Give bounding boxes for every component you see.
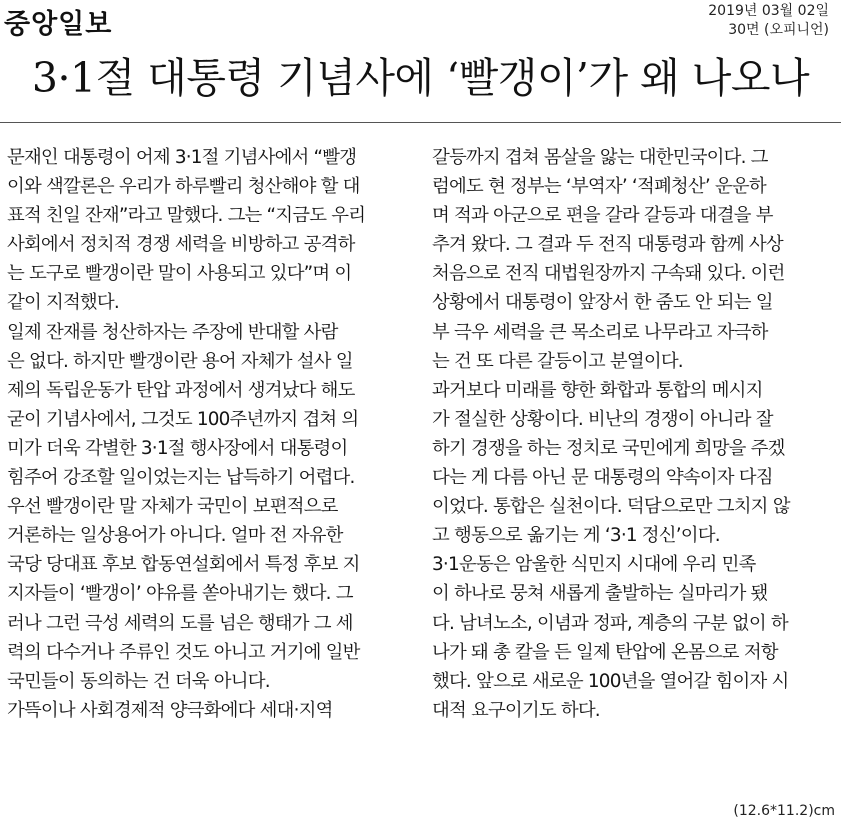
text-line: 는 건 또 다른 갈등이고 분열이다.	[432, 350, 683, 372]
text-line: 같이 지적했다.	[7, 292, 119, 314]
text-line: 국민들이 동의하는 건 더욱 아니다.	[7, 670, 270, 692]
text-line: 했다. 앞으로 새로운 100년을 열어갈 힘이자 시	[432, 670, 789, 692]
text-line: 미가 더욱 각별한 3·1절 행사장에서 대통령이	[7, 437, 348, 459]
article-column-right	[432, 143, 838, 725]
text-line: 이 하나로 뭉쳐 새롭게 출발하는 실마리가 됐	[432, 583, 768, 605]
article-headline: 3·1절 대통령 기념사에 ‘빨갱이’가 왜 나오나	[31, 54, 810, 102]
text-line: 처음으로 전직 대법원장까지 구속돼 있다. 이런	[432, 263, 785, 285]
text-line: 힘주어 강조할 일이었는지는 납득하기 어렵다.	[7, 467, 355, 489]
text-line: 사회에서 정치적 경쟁 세력을 비방하고 공격하	[7, 234, 355, 256]
text-line: 대적 요구이기도 하다.	[432, 699, 600, 721]
text-line: 우선 빨갱이란 말 자체가 국민이 보편적으로	[7, 496, 338, 518]
text-line: 이와 색깔론은 우리가 하루빨리 청산해야 할 대	[7, 176, 360, 198]
text-line: 표적 친일 잔재”라고 말했다. 그는 “지금도 우리	[7, 205, 366, 227]
text-line: 부 극우 세력을 큰 목소리로 나무라고 자극하	[432, 321, 768, 343]
text-line: 은 없다. 하지만 빨갱이란 용어 자체가 설사 일	[7, 350, 353, 372]
text-line: 제의 독립운동가 탄압 과정에서 생겨났다 해도	[7, 379, 355, 401]
text-line: 며 적과 아군으로 편을 갈라 갈등과 대결을 부	[432, 205, 773, 227]
text-line: 일제 잔재를 청산하자는 주장에 반대할 사람	[7, 321, 338, 343]
text-line: 러나 그런 극성 세력의 도를 넘은 행태가 그 세	[7, 612, 353, 634]
newspaper-masthead: 중앙일보	[4, 9, 113, 40]
text-line: 갈등까지 겹쳐 몸살을 앓는 대한민국이다. 그	[432, 147, 768, 168]
text-line: 가 절실한 상황이다. 비난의 경쟁이 아니라 잘	[432, 408, 773, 430]
text-line: 하기 경쟁을 하는 정치로 국민에게 희망을 주겠	[432, 437, 785, 459]
text-line: 다. 남녀노소, 이념과 정파, 계층의 구분 없이 하	[432, 612, 788, 634]
text-line: 상황에서 대통령이 앞장서 한 줌도 안 되는 일	[432, 292, 773, 314]
text-line: 력의 다수거나 주류인 것도 아니고 거기에 일반	[7, 641, 360, 663]
page-section: 30면 (오피니언)	[728, 22, 829, 38]
text-line: 이었다. 통합은 실천이다. 덕담으로만 그치지 않	[432, 496, 790, 518]
text-line: 럼에도 현 정부는 ‘부역자’ ‘적폐청산’ 운운하	[432, 176, 766, 198]
text-line: 다는 게 다름 아닌 문 대통령의 약속이자 다짐	[432, 467, 773, 489]
clipping-size-note: (12.6*11.2)cm	[733, 803, 835, 819]
text-line: 굳이 기념사에서, 그것도 100주년까지 겹쳐 의	[7, 408, 359, 430]
text-line: 국당 당대표 후보 합동연설회에서 특정 후보 지	[7, 554, 360, 576]
publication-meta	[708, 2, 829, 40]
text-line: 과거보다 미래를 향한 화합과 통합의 메시지	[432, 379, 763, 401]
text-line: 3·1운동은 암울한 식민지 시대에 우리 민족	[432, 554, 756, 576]
publication-date: 2019년 03월 02일	[708, 3, 829, 19]
text-line: 추겨 왔다. 그 결과 두 전직 대통령과 함께 사상	[432, 234, 783, 256]
text-line: 문재인 대통령이 어제 3·1절 기념사에서 “빨갱	[7, 147, 357, 168]
text-line: 가뜩이나 사회경제적 양극화에다 세대·지역	[7, 699, 333, 721]
article-column-left	[7, 143, 413, 725]
text-line: 지자들이 ‘빨갱이’ 야유를 쏟아내기는 했다. 그	[7, 583, 353, 605]
headline-divider	[0, 122, 841, 123]
text-line: 나가 돼 총 칼을 든 일제 탄압에 온몸으로 저항	[432, 641, 778, 663]
text-line: 고 행동으로 옮기는 게 ‘3·1 정신’이다.	[432, 525, 720, 547]
text-line: 거론하는 일상용어가 아니다. 얼마 전 자유한	[7, 525, 343, 547]
text-line: 는 도구로 빨갱이란 말이 사용되고 있다”며 이	[7, 263, 352, 285]
